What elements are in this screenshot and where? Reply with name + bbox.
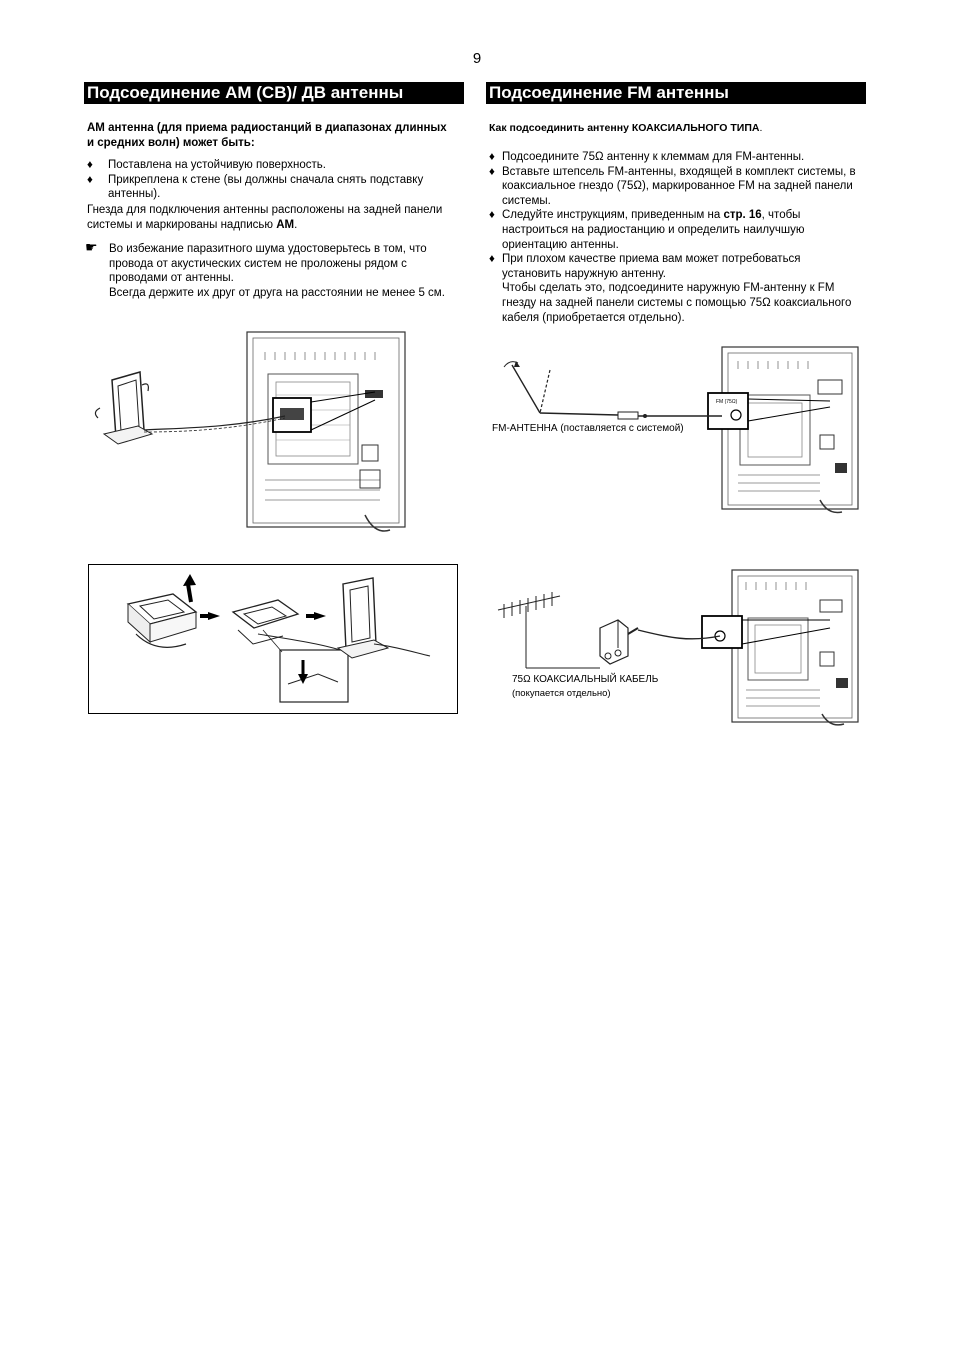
list-item: ♦ Подсоедините 75Ω антенну к клеммам для FM-антенны. <box>489 151 805 163</box>
fm-panel-label: FM (75Ω) <box>716 399 738 405</box>
diamond-icon: ♦ <box>489 165 495 178</box>
list-item: ♦ Вставьте штепсель FM-антенны, входящей в комплект системы, в коаксиальное гнездо (75Ω), маркированное FM на задней панели системы. <box>489 165 856 207</box>
am-assembly-figure <box>88 564 458 714</box>
diamond-icon: ♦ <box>489 253 495 266</box>
am-connection-figure <box>90 330 420 540</box>
am-intro: AM антенна (для приема радиостанций в диапазонах длинных и средних волн) может быть: <box>87 122 447 149</box>
fm-section-heading: Подсоединение FM антенны <box>486 82 866 104</box>
fm-intro: Как подсоединить антенну КОАКСИАЛЬНОГО ТИПА. <box>489 122 763 134</box>
fm-bullet-list <box>489 150 857 325</box>
am-paragraph: Гнезда для подключения антенны расположены на задней панели системы и маркированы надписью AM. <box>87 204 443 231</box>
coax-cable-subcaption: (покупается отдельно) <box>512 688 611 699</box>
coax-cable-caption: 75Ω КОАКСИАЛЬНЫЙ КАБЕЛЬ <box>512 674 659 685</box>
pointing-hand-icon: ☛ <box>85 239 98 255</box>
page-number: 9 <box>472 50 482 67</box>
diamond-icon: ♦ <box>489 209 495 222</box>
diamond-icon: ♦ <box>87 159 93 171</box>
list-item: ♦ Следуйте инструкциям, приведенным на стр. 16, чтобы настроиться на радиостанцию и определить наилучшую ориентацию антенны. <box>489 209 805 251</box>
diamond-icon: ♦ <box>87 173 93 186</box>
am-section-heading: Подсоединение AM (СВ)/ ДВ антенны <box>84 82 464 104</box>
list-item: ♦ Поставлена на устойчивую поверхность. <box>87 159 326 171</box>
list-item: ♦ Прикреплена к стене (вы должны сначала снять подставку антенны). <box>87 173 424 201</box>
fm-antenna-caption: FM-АНТЕННА (поставляется с системой) <box>492 423 684 434</box>
am-note: ☛ Во избежание паразитного шума удостоверьтесь в том, что провода от акустических систем не проложены рядом с проводами от антенны. Всегда держите их друг от друга на расстоянии не менее 5 см. <box>85 239 445 299</box>
list-item: ♦ При плохом качестве приема вам может потребоваться установить наружную антенну. Чтобы сделать это, подсоедините наружную FM-антенну к FM гнезду на задней панели системы с помощью 75Ω коаксиального кабеля (приобретается отдельно). <box>489 253 852 324</box>
fm-outdoor-antenna-figure <box>490 568 865 728</box>
diamond-icon: ♦ <box>489 151 495 163</box>
am-bullet-list <box>87 158 465 202</box>
